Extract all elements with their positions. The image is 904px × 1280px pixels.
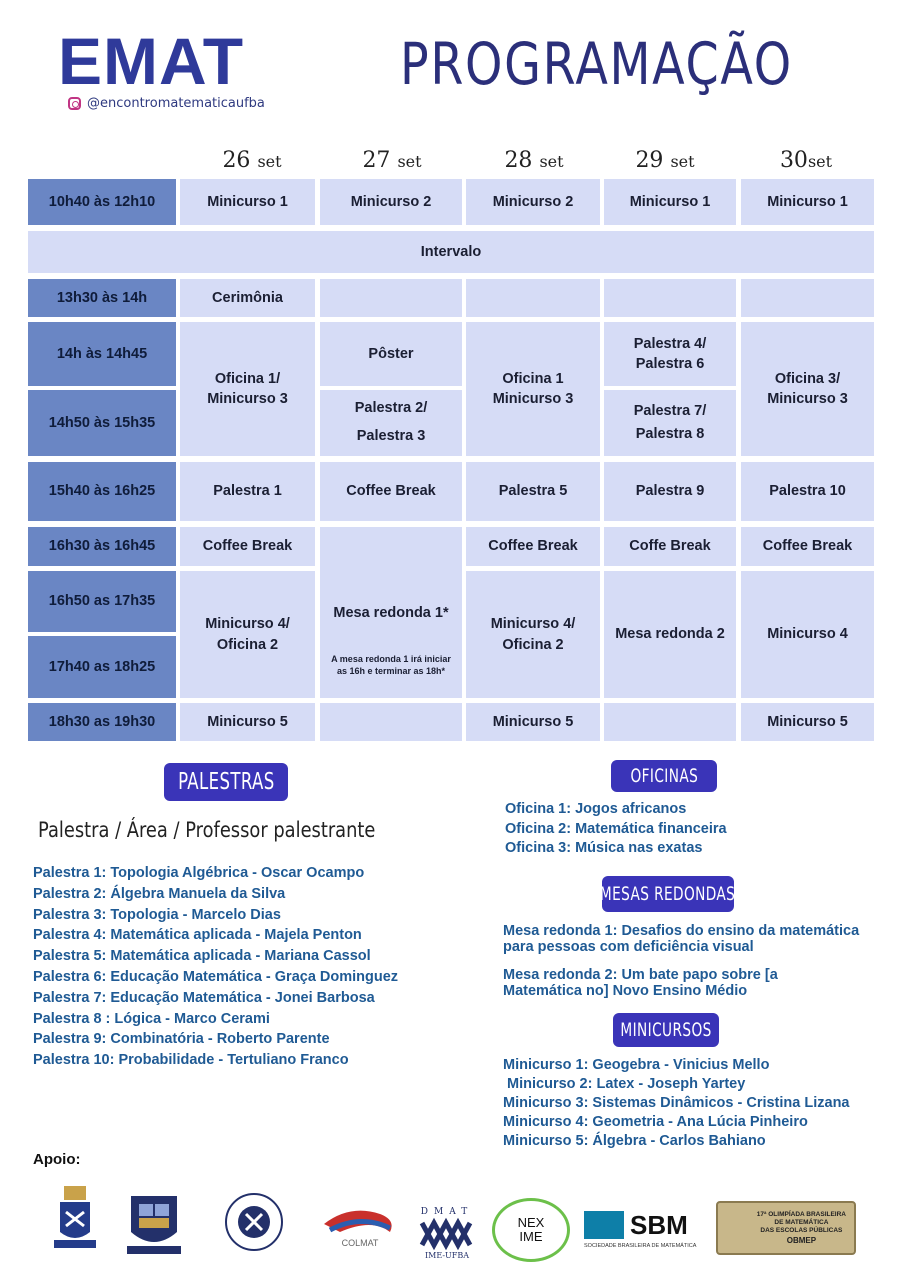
- mesa-redonda-1-cell: [320, 527, 462, 698]
- schedule-cell: Oficina 1 Minicurso 3: [466, 322, 600, 456]
- day-header-30: 30set: [779, 148, 833, 173]
- schedule-cell: Minicurso 4/ Oficina 2: [180, 571, 315, 698]
- list-item: Palestra 8 : Lógica - Marco Cerami: [33, 1010, 270, 1027]
- instagram-handle[interactable]: [68, 96, 265, 111]
- palestras-list: [33, 863, 398, 1071]
- mesas-list: [503, 923, 859, 999]
- schedule-cell-empty: [320, 703, 462, 741]
- schedule-cell: Minicurso 1: [741, 179, 874, 225]
- mesas-redondas-badge: MESAS REDONDAS: [602, 876, 734, 912]
- time-slot: 14h às 14h45: [28, 322, 176, 386]
- schedule-cell-empty: [741, 279, 874, 317]
- list-item: Mesa redonda 2: Um bate papo sobre [a Matemática no] Novo Ensino Médio: [503, 967, 778, 999]
- schedule-cell: Palestra 9: [604, 462, 736, 521]
- interval-row: Intervalo: [28, 231, 874, 273]
- obmep-logo: [716, 1201, 856, 1255]
- schedule-cell: Palestra 2/ Palestra 3: [320, 390, 462, 456]
- time-slot: 16h50 as 17h35: [28, 571, 176, 632]
- time-slot: 10h40 às 12h10: [28, 179, 176, 225]
- ime-label: IME: [519, 1229, 543, 1244]
- time-slot: 17h40 as 18h25: [28, 636, 176, 698]
- schedule-cell: Minicurso 2: [320, 179, 462, 225]
- schedule-cell: Coffee Break: [741, 527, 874, 566]
- instagram-label: @encontromatematicaufba: [87, 96, 265, 111]
- schedule-cell: Minicurso 5: [466, 703, 600, 741]
- list-item: Minicurso 4: Geometria - Ana Lúcia Pinheiro: [503, 1114, 808, 1130]
- dmat-sub-label: IME-UFBA: [425, 1250, 469, 1260]
- schedule-cell: Minicurso 5: [180, 703, 315, 741]
- obmep-line: DAS ESCOLAS PÚBLICAS: [760, 1227, 843, 1234]
- colmat-label: COLMAT: [341, 1238, 379, 1248]
- time-slot: 13h30 às 14h: [28, 279, 176, 317]
- time-slot: 14h50 às 15h35: [28, 390, 176, 456]
- obmep-line: DE MATEMÁTICA: [774, 1219, 829, 1226]
- schedule-cell-empty: [604, 703, 736, 741]
- schedule-cell: Coffee Break: [180, 527, 315, 566]
- sbm-label: SBM: [630, 1209, 688, 1240]
- sbm-sub-label: SOCIEDADE BRASILEIRA DE MATEMÁTICA: [584, 1242, 697, 1249]
- instagram-icon: [68, 97, 81, 110]
- obmep-line: 17ª OLIMPÍADA BRASILEIRA: [756, 1211, 846, 1218]
- list-item: Palestra 5: Matemática aplicada - Mariana Cassol: [33, 948, 371, 965]
- emat-logo: [58, 26, 268, 116]
- schedule-cell: Minicurso 2: [466, 179, 600, 225]
- schedule-cell-empty: [466, 279, 600, 317]
- ime-crest-logo: [121, 1190, 187, 1260]
- palestras-subheading: Palestra / Área / Professor palestrante: [38, 818, 376, 842]
- list-item: Palestra 9: Combinatória - Roberto Parente: [33, 1031, 330, 1048]
- time-slot: 18h30 as 19h30: [28, 703, 176, 741]
- schedule-cell: Palestra 5: [466, 462, 600, 521]
- list-item: Palestra 10: Probabilidade - Tertuliano Franco: [33, 1052, 349, 1069]
- schedule-cell-empty: [604, 279, 736, 317]
- schedule-cell: Minicurso 1: [180, 179, 315, 225]
- mesa-redonda-1-note: A mesa redonda 1 irá iniciar as 16h e terminar as 18h*: [331, 654, 451, 677]
- schedule-cell: Palestra 4/ Palestra 6: [604, 322, 736, 386]
- colmat-logo: [318, 1200, 402, 1252]
- dmat-label: DMAT: [420, 1206, 474, 1217]
- minicursos-list: [503, 1056, 850, 1151]
- day-header-28: 28 set: [504, 148, 564, 173]
- list-item: Oficina 3: Música nas exatas: [505, 840, 703, 856]
- time-slot: 15h40 às 16h25: [28, 462, 176, 521]
- schedule-cell: Coffee Break: [320, 462, 462, 521]
- list-item: Oficina 2: Matemática financeira: [505, 820, 727, 837]
- day-header-27: 27 set: [362, 148, 422, 173]
- list-item: Palestra 4: Matemática aplicada - Majela Penton: [33, 927, 362, 944]
- list-item: Mesa redonda 1: Desafios do ensino da matemática para pessoas com deficiência visual: [503, 923, 860, 955]
- day-header-29: 29 set: [635, 148, 695, 173]
- schedule-cell: Palestra 1: [180, 462, 315, 521]
- time-slot: 16h30 às 16h45: [28, 527, 176, 566]
- apoio-label: Apoio:: [33, 1151, 81, 1168]
- schedule-cell: Cerimônia: [180, 279, 315, 317]
- ufba-crest-logo: [46, 1182, 104, 1258]
- mesa-redonda-1-label: Mesa redonda 1*: [333, 605, 449, 621]
- list-item: Palestra 3: Topologia - Marcelo Dias: [33, 906, 281, 923]
- list-item: Palestra 2: Álgebra Manuela da Silva: [33, 885, 286, 902]
- sbm-logo: [584, 1206, 700, 1252]
- oficinas-badge: OFICINAS: [611, 760, 717, 792]
- schedule-cell: Minicurso 4/ Oficina 2: [466, 571, 600, 698]
- page-title: PROGRAMAÇÃO: [400, 30, 793, 98]
- minicursos-badge: MINICURSOS: [613, 1013, 719, 1047]
- day-header-26: 26 set: [222, 148, 282, 173]
- schedule-cell: Oficina 1/ Minicurso 3: [180, 322, 315, 456]
- schedule-cell: Minicurso 1: [604, 179, 736, 225]
- schedule-cell-empty: [320, 279, 462, 317]
- list-item: Minicurso 2: Latex - Joseph Yartey: [503, 1076, 746, 1092]
- schedule-cell: Palestra 10: [741, 462, 874, 521]
- oficinas-list: [505, 800, 727, 859]
- logo-text: EMAT: [58, 24, 245, 98]
- schedule-cell: Palestra 7/ Palestra 8: [604, 390, 736, 456]
- list-item: Minicurso 1: Geogebra - Vinicius Mello: [503, 1057, 770, 1073]
- list-item: Palestra 7: Educação Matemática - Jonei Barbosa: [33, 989, 375, 1006]
- nex-label: NEX: [517, 1215, 545, 1230]
- schedule-cell: Coffee Break: [466, 527, 600, 566]
- list-item: Palestra 1: Topologia Algébrica - Oscar Ocampo: [33, 865, 365, 881]
- list-item: Minicurso 5: Álgebra - Carlos Bahiano: [503, 1133, 766, 1149]
- schedule-cell: Pôster: [320, 322, 462, 386]
- obmep-line: OBMEP: [786, 1236, 817, 1245]
- dmat-logo: [414, 1200, 480, 1266]
- schedule-cell: Oficina 3/ Minicurso 3: [741, 322, 874, 456]
- list-item: Minicurso 3: Sistemas Dinâmicos - Cristina Lizana: [503, 1095, 850, 1111]
- nex-ime-logo: [492, 1198, 570, 1262]
- list-item: Oficina 1: Jogos africanos: [505, 801, 687, 817]
- schedule-cell: Minicurso 5: [741, 703, 874, 741]
- list-item: Palestra 6: Educação Matemática - Graça Dominguez: [33, 968, 399, 985]
- schedule-cell: Mesa redonda 2: [604, 571, 736, 698]
- schedule-cell: Minicurso 4: [741, 571, 874, 698]
- pro-reitoria-extensao-logo: [208, 1180, 300, 1262]
- schedule-cell: Coffe Break: [604, 527, 736, 566]
- sbm-mark-icon: [584, 1211, 624, 1239]
- palestras-badge: PALESTRAS: [164, 763, 288, 801]
